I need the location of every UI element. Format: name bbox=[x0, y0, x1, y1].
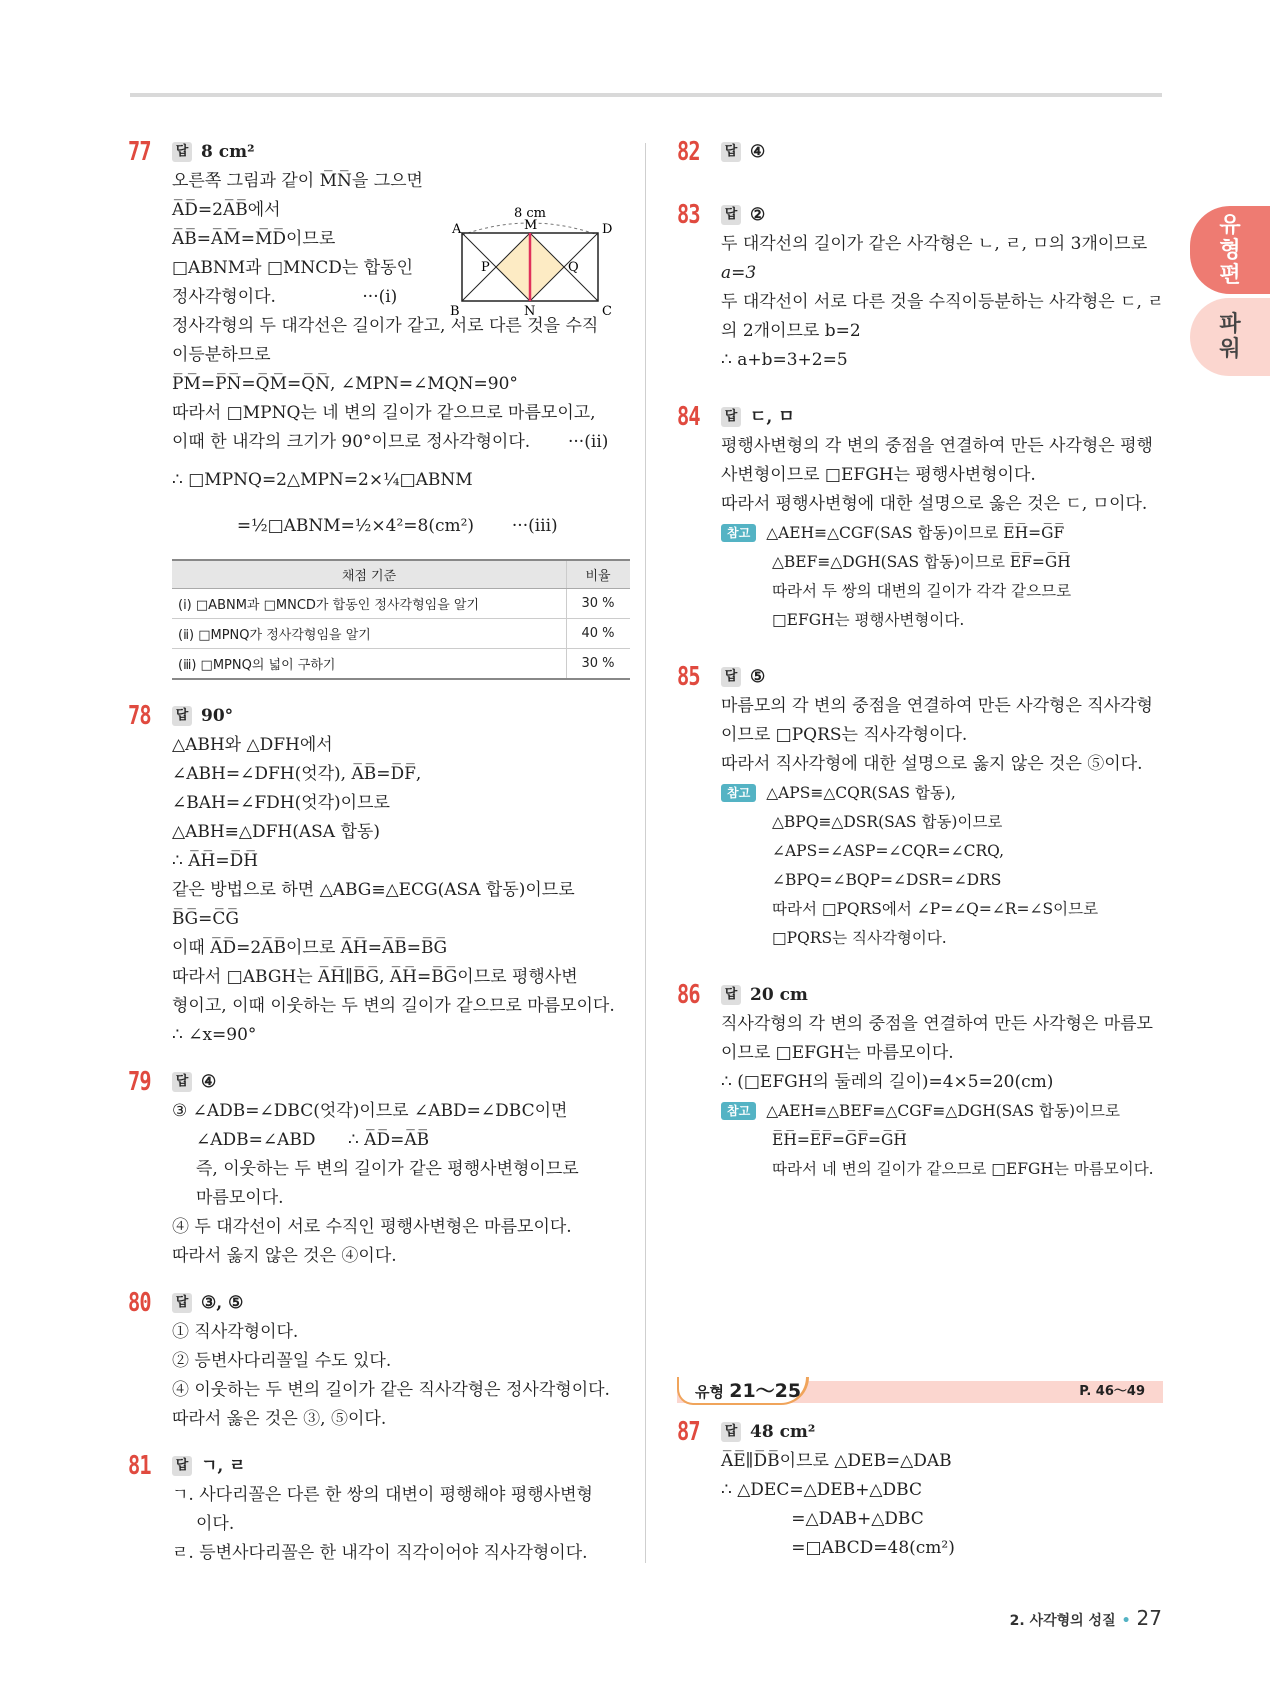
rectangle-figure bbox=[444, 205, 616, 317]
text-line: =½□ABNM=½×4²=8(cm²) ···(ⅲ) bbox=[172, 516, 558, 536]
answer: ㄷ, ㅁ bbox=[750, 406, 795, 427]
text-line: ① 직사각형이다. bbox=[172, 1322, 299, 1342]
answer-badge: 답 bbox=[172, 1293, 192, 1313]
answer-badge: 답 bbox=[721, 1422, 741, 1442]
text-line: 두 대각선의 길이가 같은 사각형은 ㄴ, ㄹ, ㅁ의 3개이므로 bbox=[721, 234, 1148, 254]
left-column bbox=[128, 137, 616, 1568]
label-8cm: 8 cm bbox=[513, 206, 547, 221]
answer-badge: 답 bbox=[721, 667, 741, 687]
text-line: ∴ □MPNQ=2△MPN=2×¼□ABNM bbox=[172, 470, 473, 490]
problem-number: 83 bbox=[677, 200, 700, 230]
problem-number: 87 bbox=[677, 1417, 700, 1447]
text-line: 정사각형이다. ···(ⅰ) bbox=[172, 287, 398, 307]
text-line: 따라서 □ABGH는 A̅H̅∥B̅G̅, A̅H̅=B̅G̅이므로 평행사변 bbox=[172, 967, 578, 987]
text-line: 이므로 □EFGH는 마름모이다. bbox=[721, 1043, 954, 1063]
label-C: C bbox=[602, 304, 612, 317]
problem-81 bbox=[128, 1451, 616, 1568]
text-line: ㄹ. 등변사다리꼴은 한 내각이 직각이어야 직사각형이다. bbox=[172, 1543, 588, 1563]
bullet-dot-icon: • bbox=[1121, 1613, 1131, 1629]
answer: 48 cm² bbox=[750, 1421, 816, 1442]
text-line: 사변형이므로 □EFGH는 평행사변형이다. bbox=[721, 465, 1036, 485]
text-line: △ABH와 △DFH에서 bbox=[172, 735, 333, 755]
problem-number: 77 bbox=[128, 137, 151, 167]
label-Q: Q bbox=[568, 260, 579, 275]
label-N: N bbox=[524, 304, 536, 317]
text-line: ∠ABH=∠DFH(엇각), A̅B̅=D̅F̅, bbox=[172, 764, 422, 784]
text-line: ∠BAH=∠FDH(엇각)이므로 bbox=[172, 793, 390, 813]
answer: ③, ⑤ bbox=[201, 1292, 244, 1313]
side-tabs bbox=[1190, 206, 1270, 376]
answer: ④ bbox=[201, 1071, 217, 1092]
answer: 8 cm² bbox=[201, 141, 255, 162]
text-line: 오른쪽 그림과 같이 M̅N̅을 그으면 bbox=[172, 171, 423, 191]
text-line: A̅B̅=A̅M̅=M̅D̅이므로 bbox=[172, 229, 336, 249]
text-line: 따라서 □MPNQ는 네 변의 길이가 같으므로 마름모이고, bbox=[172, 403, 596, 423]
text-line: a=3 bbox=[721, 263, 757, 283]
text-line: 형이고, 이때 이웃하는 두 변의 길이가 같으므로 마름모이다. bbox=[172, 996, 615, 1016]
problem-number: 80 bbox=[128, 1288, 151, 1318]
text-line: ∴ ∠x=90° bbox=[172, 1025, 257, 1045]
text-line: ∴ a+b=3+2=5 bbox=[721, 350, 848, 370]
problem-78 bbox=[128, 701, 616, 1050]
text-line: 이므로 □PQRS는 직사각형이다. bbox=[721, 725, 968, 745]
text-line: ∴ △DEC=△DEB+△DBC bbox=[721, 1480, 922, 1500]
text-line: 평행사변형의 각 변의 중점을 연결하여 만든 사각형은 평행 bbox=[721, 436, 1153, 456]
text-line: 따라서 옳지 않은 것은 ④이다. bbox=[172, 1246, 397, 1266]
problem-number: 78 bbox=[128, 701, 151, 731]
text-line: A̅E̅∥D̅B̅이므로 △DEB=△DAB bbox=[721, 1451, 952, 1471]
text-line: △ABH≡△DFH(ASA 합동) bbox=[172, 822, 380, 842]
table-row: (ⅱ) □MPNQ가 정사각형임을 알기 40 % bbox=[172, 619, 630, 649]
text-line: ∴ (□EFGH의 둘레의 길이)=4×5=20(cm) bbox=[721, 1072, 1054, 1092]
note-tag: 참고 bbox=[721, 1102, 756, 1120]
text-line: 따라서 옳은 것은 ③, ⑤이다. bbox=[172, 1409, 387, 1429]
label-M: M bbox=[524, 218, 538, 233]
problem-number: 86 bbox=[677, 980, 700, 1010]
problem-77 bbox=[128, 137, 616, 680]
answer: 20 cm bbox=[750, 984, 808, 1005]
problem-number: 82 bbox=[677, 137, 700, 167]
answer: ④ bbox=[750, 141, 766, 162]
text-line: =□ABCD=48(cm²) bbox=[721, 1538, 955, 1558]
text-line: ④ 두 대각선이 서로 수직인 평행사변형은 마름모이다. bbox=[172, 1217, 572, 1237]
answer: ㄱ, ㄹ bbox=[201, 1455, 246, 1476]
text-line: 두 대각선이 서로 다른 것을 수직이등분하는 사각형은 ㄷ, ㄹ bbox=[721, 292, 1164, 312]
label-D: D bbox=[602, 222, 613, 237]
problem-86 bbox=[677, 980, 1165, 1184]
text-line: 의 2개이므로 b=2 bbox=[721, 321, 861, 341]
text-line: P̅M̅=P̅N̅=Q̅M̅=Q̅N̅, ∠MPN=∠MQN=90° bbox=[172, 374, 518, 394]
answer-badge: 답 bbox=[721, 985, 741, 1005]
note-tag: 참고 bbox=[721, 524, 756, 542]
problem-87 bbox=[677, 1417, 1209, 1563]
answer: 90° bbox=[201, 705, 234, 726]
text-line: ④ 이웃하는 두 변의 길이가 같은 직사각형은 정사각형이다. bbox=[172, 1380, 610, 1400]
label-A: A bbox=[452, 222, 462, 237]
text-line: ∠ADB=∠ABD ∴ A̅D̅=A̅B̅ bbox=[196, 1130, 430, 1150]
note-tag: 참고 bbox=[721, 784, 756, 802]
text-line: 같은 방법으로 하면 △ABG≡△ECG(ASA 합동)이므로 bbox=[172, 880, 575, 900]
type-pages: P. 46～49 bbox=[1079, 1384, 1145, 1399]
answer-badge: 답 bbox=[721, 142, 741, 162]
reference-note: 참고 △AEH≡△BEF≡△CGF≡△DGH(SAS 합동)이므로 E̅H̅=E̅F̅=G̅F̅=G̅H̅ 따라서 네 변의 길이가 같으므로 □EFGH는 마름모이다. bbox=[721, 1097, 1165, 1184]
tab-type-section[interactable]: 유형편 bbox=[1190, 206, 1270, 294]
answer: ② bbox=[750, 204, 766, 225]
text-line: 마름모의 각 변의 중점을 연결하여 만든 사각형은 직사각형 bbox=[721, 696, 1153, 716]
page-footer bbox=[1010, 1606, 1162, 1630]
text-line: 즉, 이웃하는 두 변의 길이가 같은 평행사변형이므로 bbox=[196, 1159, 579, 1179]
text-line: 이때 한 내각의 크기가 90°이므로 정사각형이다. ···(ⅱ) bbox=[172, 432, 609, 452]
tab-power[interactable]: 파워 bbox=[1190, 298, 1270, 376]
text-line: ③ ∠ADB=∠DBC(엇각)이므로 ∠ABD=∠DBC이면 bbox=[172, 1101, 568, 1121]
text-line: 직사각형의 각 변의 중점을 연결하여 만든 사각형은 마름모 bbox=[721, 1014, 1153, 1034]
text-line: □ABNM과 □MNCD는 합동인 bbox=[172, 258, 414, 278]
text-line: 이때 A̅D̅=2A̅B̅이므로 A̅H̅=A̅B̅=B̅G̅ bbox=[172, 938, 448, 958]
type-section-bar bbox=[677, 1381, 1163, 1403]
problem-number: 81 bbox=[128, 1451, 151, 1481]
label-B: B bbox=[450, 304, 460, 317]
problem-number: 84 bbox=[677, 402, 700, 432]
scoring-table bbox=[172, 559, 630, 680]
text-line: B̅G̅=C̅G̅ bbox=[172, 909, 239, 929]
problem-84 bbox=[677, 402, 1165, 635]
answer: ⑤ bbox=[750, 666, 766, 687]
text-line: A̅D̅=2A̅B̅에서 bbox=[172, 200, 281, 220]
right-column bbox=[677, 137, 1165, 1184]
problem-number: 79 bbox=[128, 1067, 151, 1097]
table-row: (ⅰ) □ABNM과 □MNCD가 합동인 정사각형임을 알기 30 % bbox=[172, 589, 630, 619]
text-line: 이등분하므로 bbox=[172, 345, 271, 365]
column-divider bbox=[645, 143, 646, 1563]
type-label: 유형 21～25 bbox=[677, 1377, 809, 1405]
problem-number: 85 bbox=[677, 662, 700, 692]
table-header: 비율 bbox=[567, 560, 631, 589]
answer-badge: 답 bbox=[721, 205, 741, 225]
reference-note: 참고 △APS≡△CQR(SAS 합동), △BPQ≡△DSR(SAS 합동)이므로 ∠APS=∠ASP=∠CQR=∠CRQ, ∠BPQ=∠BQP=∠DSR=∠DRS 따라서 □PQRS에서 ∠P=∠Q=∠R=∠S이므로 □PQRS는 직사각형이다. bbox=[721, 779, 1165, 953]
answer-badge: 답 bbox=[172, 706, 192, 726]
text-line: 따라서 직사각형에 대한 설명으로 옳지 않은 것은 ⑤이다. bbox=[721, 754, 1143, 774]
text-line: ② 등변사다리꼴일 수도 있다. bbox=[172, 1351, 392, 1371]
problem-82 bbox=[677, 137, 1165, 167]
page-number: 27 bbox=[1136, 1606, 1162, 1630]
text-line: 이다. bbox=[196, 1514, 235, 1534]
label-P: P bbox=[481, 260, 490, 275]
text-line: =△DAB+△DBC bbox=[721, 1509, 924, 1529]
table-header: 채점 기준 bbox=[172, 560, 567, 589]
text-line: ㄱ. 사다리꼴은 다른 한 쌍의 대변이 평행해야 평행사변형 bbox=[172, 1485, 593, 1505]
problem-85 bbox=[677, 662, 1165, 953]
reference-note: 참고 △AEH≡△CGF(SAS 합동)이므로 E̅H̅=G̅F̅ △BEF≡△DGH(SAS 합동)이므로 E̅F̅=G̅H̅ 따라서 두 쌍의 대변의 길이가 각각 같으므로 □EFGH는 평행사변형이다. bbox=[721, 519, 1165, 635]
answer-badge: 답 bbox=[721, 407, 741, 427]
text-line: 마름모이다. bbox=[196, 1188, 284, 1208]
answer-badge: 답 bbox=[172, 1456, 192, 1476]
section-title: 2. 사각형의 성질 bbox=[1009, 1613, 1116, 1629]
problem-83 bbox=[677, 200, 1165, 375]
text-line: 따라서 평행사변형에 대한 설명으로 옳은 것은 ㄷ, ㅁ이다. bbox=[721, 494, 1148, 514]
problem-79 bbox=[128, 1067, 616, 1271]
header-rule bbox=[130, 93, 1162, 97]
problem-80 bbox=[128, 1288, 616, 1434]
text-line: 정사각형의 두 대각선은 길이가 같고, 서로 다른 것을 수직 bbox=[172, 316, 599, 336]
table-row: (ⅲ) □MPNQ의 넓이 구하기 30 % bbox=[172, 649, 630, 680]
answer-badge: 답 bbox=[172, 1072, 192, 1092]
answer-badge: 답 bbox=[172, 142, 192, 162]
text-line: ∴ A̅H̅=D̅H̅ bbox=[172, 851, 259, 871]
